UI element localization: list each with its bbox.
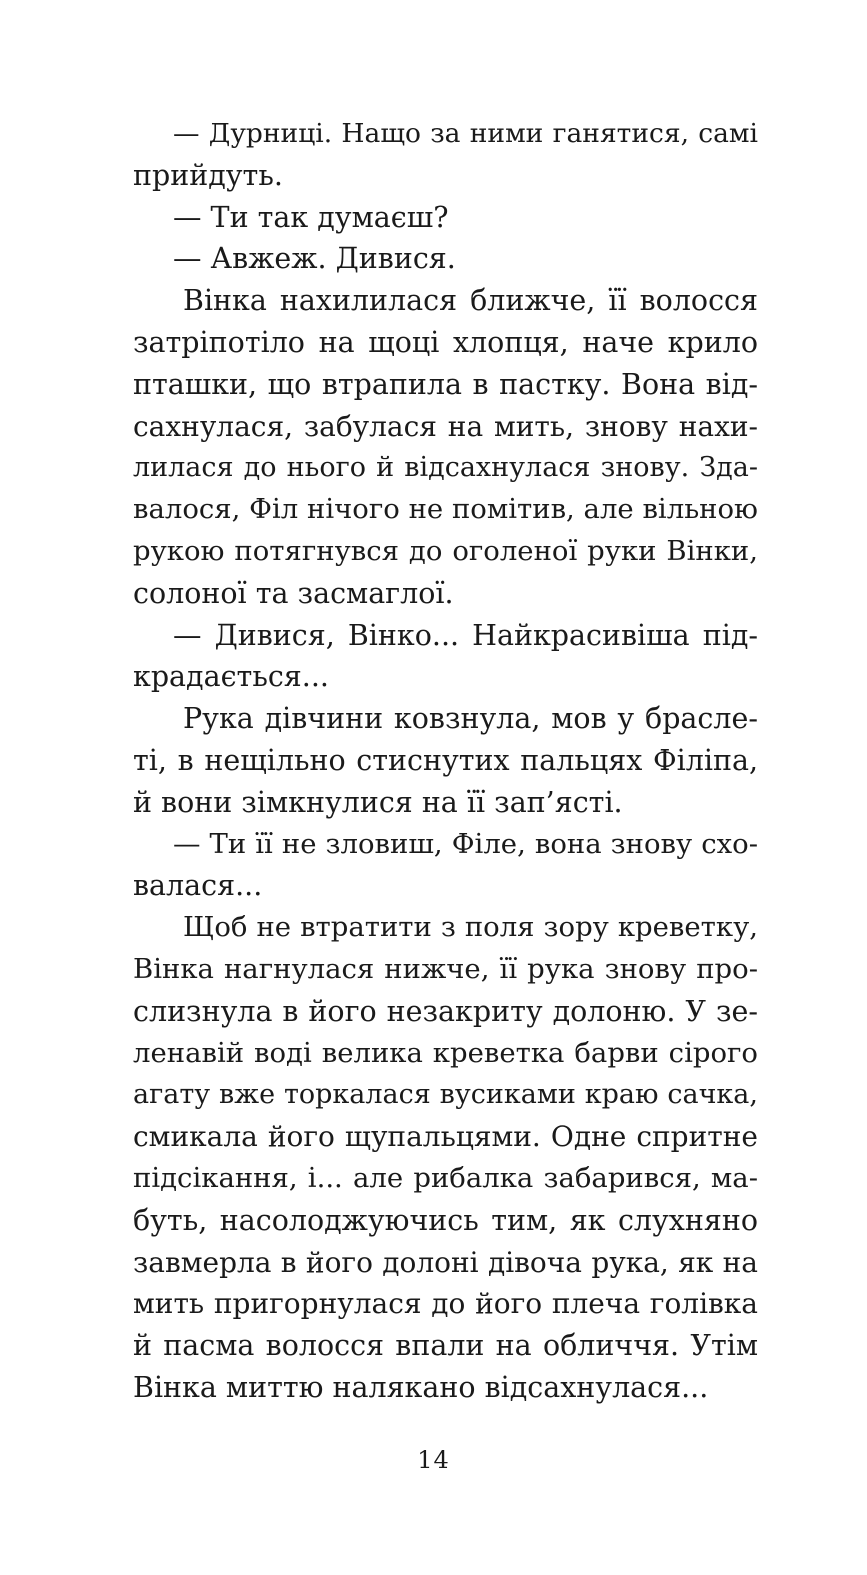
text-line: смикала його щупальцями. Одне спритне [133, 1120, 758, 1154]
text-line: мить пригорнулася до його плеча голівка [133, 1287, 758, 1321]
text-line: — Авжеж. Дивися. [173, 242, 456, 276]
text-line: ленавій воді велика креветка барви сірого [133, 1036, 758, 1069]
text-line: слизнула в його незакриту долоню. У зе- [133, 994, 758, 1028]
text-line: рукою потягнувся до оголеної руки Вінки, [133, 534, 758, 567]
text-line: — Дурниці. Нащо за ними ганятися, самі [173, 118, 758, 149]
text-line: — Ти її не зловиш, Філе, вона знову схо- [173, 827, 758, 860]
body-text [133, 113, 758, 1409]
text-line: валася... [133, 869, 263, 903]
text-line: прийдуть. [133, 158, 283, 192]
text-line: — Ти так думаєш? [173, 200, 449, 234]
text-line: підсікання, і... але рибалка забарився, ма- [133, 1161, 758, 1194]
text-line: сахнулася, забулася на мить, знову нахи- [133, 409, 758, 443]
text-line: агату вже торкалася вусиками краю сачка, [133, 1079, 758, 1111]
text-line: Вінка миттю налякано відсахнулася... [133, 1370, 709, 1404]
text-line: Рука дівчини ковзнула, мов у брасле- [183, 702, 758, 736]
text-line: завмерла в його долоні дівоча рука, як на [133, 1245, 758, 1279]
text-line: солоної та засмаглої. [133, 576, 454, 610]
text-line: пташки, що втрапила в пастку. Вона від- [133, 367, 758, 401]
text-line: й вони зімкнулися на її зап’ясті. [133, 785, 623, 819]
text-line: лилася до нього й відсахнулася знову. Зда- [133, 452, 758, 484]
text-line: Щоб не втратити з поля зору креветку, [183, 911, 758, 944]
text-line: Вінка нахилилася ближче, її волосся [183, 284, 758, 318]
text-line: — Дивися, Вінко... Найкрасивіша під- [173, 618, 758, 652]
text-line: Вінка нагнулася нижче, її рука знову про- [133, 952, 758, 985]
page-number: 14 [417, 1446, 450, 1474]
text-line: крадається... [133, 660, 329, 694]
text-line: затріпотіло на щоці хлопця, наче крило [133, 325, 758, 359]
text-line: валося, Філ нічого не помітив, але вільною [133, 493, 758, 526]
text-line: й пасма волосся впали на обличчя. Утім [133, 1329, 758, 1363]
text-line: ті, в нещільно стиснутих пальцях Філіпа, [133, 743, 758, 777]
text-line: буть, насолоджуючись тим, як слухняно [133, 1203, 758, 1237]
